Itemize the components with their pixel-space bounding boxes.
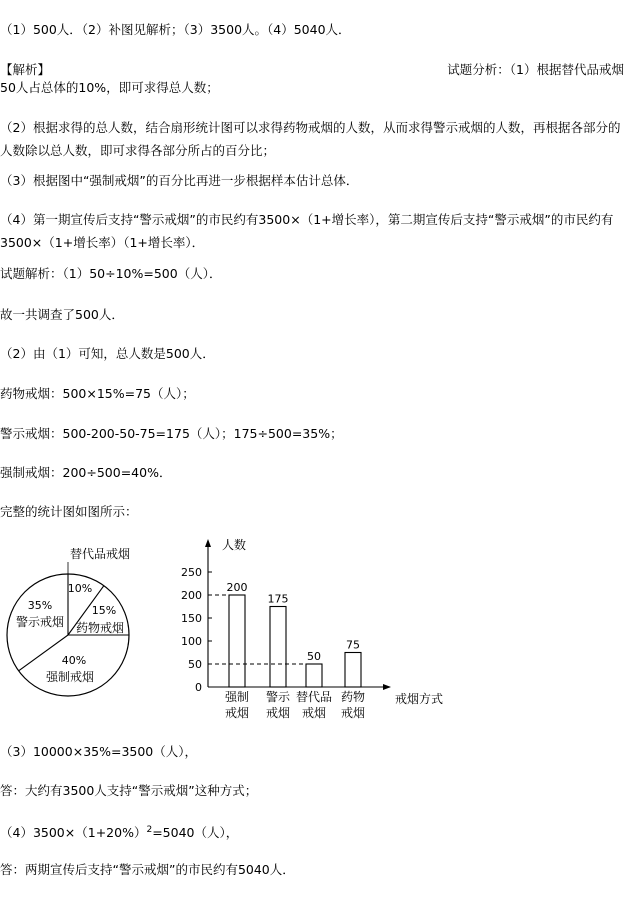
pie-percent-label: 15% bbox=[91, 604, 117, 617]
complete-chart-caption: 完整的统计图如图所示： bbox=[0, 504, 138, 519]
category-label: 警示 bbox=[265, 690, 291, 704]
y-tick-label: 0 bbox=[195, 681, 202, 694]
pie-category-label: 警示戒烟 bbox=[15, 615, 65, 629]
x-axis-arrow bbox=[383, 684, 391, 690]
bar bbox=[306, 664, 322, 687]
drug-calc: 药物戒烟：500×15%=75（人）； bbox=[0, 386, 195, 401]
solution-part4-post: =5040（人）， bbox=[152, 825, 239, 841]
x-axis-title: 戒烟方式 bbox=[395, 692, 444, 706]
solution-part4-exponent: 2 bbox=[146, 825, 153, 835]
analysis-part4: （4）第一期宣传后支持“警示戒烟”的市民约有3500×（1+增长率），第二期宣传后支持“警示戒烟”的市民约有3500×（1+增长率）（1+增长率）． bbox=[0, 212, 614, 250]
category-label: 戒烟 bbox=[301, 706, 327, 720]
y-axis-arrow bbox=[205, 539, 211, 547]
category-label: 强制 bbox=[224, 690, 250, 704]
pie-percent-label: 10% bbox=[67, 582, 93, 595]
y-tick-label: 100 bbox=[181, 635, 202, 648]
bar bbox=[270, 607, 286, 688]
category-label: 替代品 bbox=[295, 690, 333, 704]
bar-value-label: 200 bbox=[226, 581, 248, 594]
analysis-part3: （3）根据图中“强制戒烟”的百分比再进一步根据样本估计总体． bbox=[0, 173, 359, 188]
y-axis-title: 人数 bbox=[222, 538, 247, 552]
solution-part1-conclusion: 故一共调查了500人． bbox=[0, 307, 124, 322]
analysis-start: 试题分析：（1）根据替代品戒烟 bbox=[447, 62, 624, 77]
category-label: 戒烟 bbox=[224, 706, 250, 720]
solution-part1: 试题解析：（1）50÷10%=500（人）． bbox=[0, 266, 222, 281]
forced-calc: 强制戒烟：200÷500=40%． bbox=[0, 465, 172, 480]
y-tick-label: 150 bbox=[181, 612, 202, 625]
bar bbox=[345, 653, 361, 688]
solution-part4-pre: （4）3500×（1+20%） bbox=[0, 825, 147, 841]
bar-value-label: 175 bbox=[267, 592, 289, 606]
pie-percent-label: 35% bbox=[27, 599, 53, 612]
category-label: 药物 bbox=[340, 690, 366, 704]
answer-part4: 答：两期宣传后支持“警示戒烟”的市民约有5040人． bbox=[0, 862, 295, 877]
pie-chart bbox=[0, 540, 140, 710]
bar-chart bbox=[170, 535, 630, 725]
y-tick-label: 200 bbox=[181, 589, 202, 602]
analysis-continuation: 50人占总体的10%，即可求得总人数； bbox=[0, 80, 219, 95]
pie-category-label: 强制戒烟 bbox=[45, 670, 95, 684]
pie-slice-border bbox=[19, 635, 68, 671]
solution-part3: （3）10000×35%=3500（人）， bbox=[0, 744, 198, 759]
category-label: 戒烟 bbox=[265, 706, 291, 720]
answers-line: （1）500人．（2）补图见解析；（3）3500人。（4）5040人． bbox=[0, 22, 351, 37]
bar-value-label: 50 bbox=[307, 650, 321, 663]
answer-part3: 答：大约有3500人支持“警示戒烟”这种方式； bbox=[0, 783, 258, 798]
pie-category-label: 药物戒烟 bbox=[75, 621, 125, 635]
solution-part4 bbox=[0, 821, 238, 842]
pie-category-label: 替代品戒烟 bbox=[69, 547, 131, 561]
y-tick-label: 50 bbox=[188, 658, 202, 671]
analysis-part2: （2）根据求得的总人数，结合扇形统计图可以求得药物戒烟的人数，从而求得警示戒烟的人数，再根据各部分的人数除以总人数，即可求得各部分所占的百分比； bbox=[0, 120, 621, 158]
warning-calc: 警示戒烟：500-200-50-75=175（人）；175÷500=35%； bbox=[0, 426, 343, 441]
analysis-tag: 【解析】 bbox=[0, 62, 51, 77]
y-tick-label: 250 bbox=[181, 566, 202, 579]
solution-part2: （2）由（1）可知，总人数是500人． bbox=[0, 346, 215, 361]
pie-percent-label: 40% bbox=[61, 654, 87, 667]
bar-value-label: 75 bbox=[346, 638, 360, 652]
category-label: 戒烟 bbox=[340, 706, 366, 720]
bar bbox=[229, 595, 245, 687]
